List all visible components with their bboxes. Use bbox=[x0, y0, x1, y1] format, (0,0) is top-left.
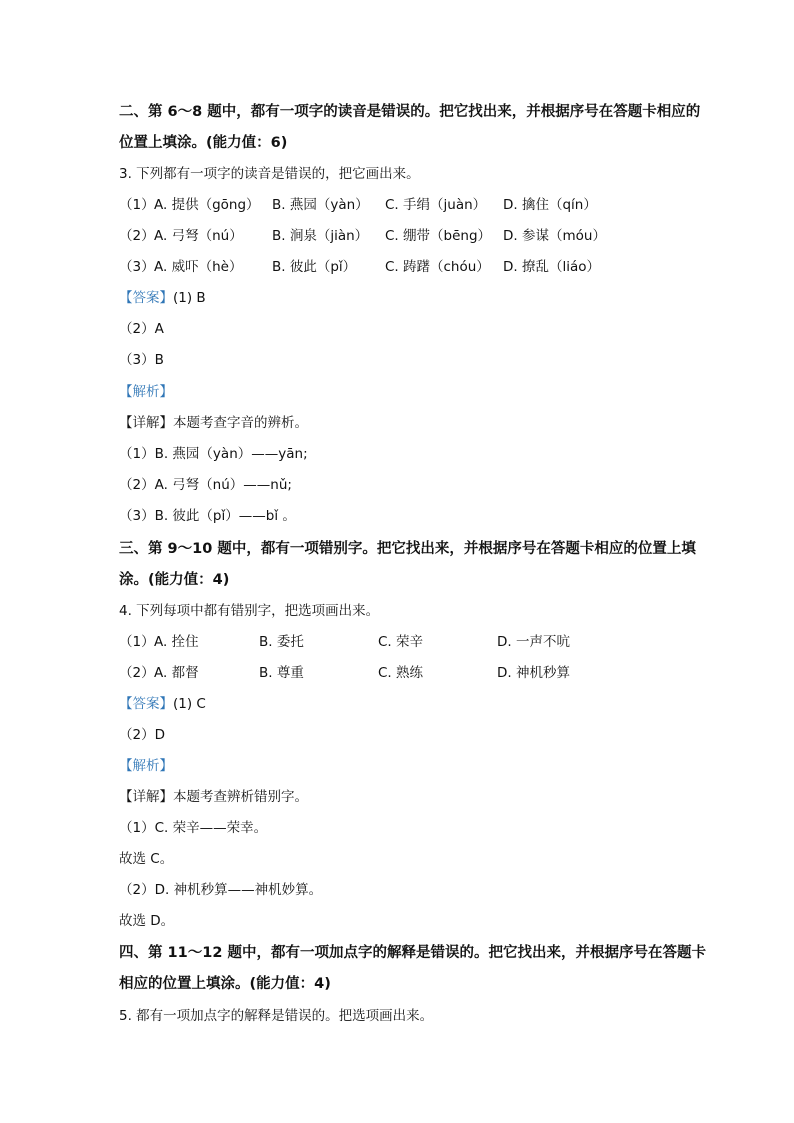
q3-row-1-number: （1） bbox=[119, 197, 155, 213]
q3-row-2-option-a: A. 弓弩（nú） bbox=[154, 228, 243, 244]
q4-row-2-option-c: C. 熟练 bbox=[378, 665, 424, 681]
q3-row-3-option-d: D. 撩乱（liáo） bbox=[503, 259, 601, 275]
q3-row-2-option-b: B. 涧泉（jiàn） bbox=[272, 228, 369, 244]
q3-answer-2: （2）A bbox=[119, 321, 164, 337]
section4-heading-line2: 相应的位置上填涂。(能力值：4) bbox=[119, 976, 331, 992]
section2-heading-line2: 位置上填涂。(能力值：6) bbox=[119, 135, 288, 151]
q3-row-3-option-a: A. 威吓（hè） bbox=[154, 259, 243, 275]
q4-answer-label: 【答案】 bbox=[119, 696, 173, 712]
q4-row-2-option-a: A. 都督 bbox=[154, 665, 199, 681]
q4-row-1-option-a: A. 拴住 bbox=[154, 634, 199, 650]
q4-stem: 4. 下列每项中都有错别字，把选项画出来。 bbox=[119, 603, 380, 619]
q3-answer-1: (1) B bbox=[173, 290, 206, 306]
q3-row-3-option-b: B. 彼此（pǐ） bbox=[272, 259, 357, 275]
q4-conclusion-1: 故选 C。 bbox=[119, 851, 174, 867]
q3-row-1-option-b: B. 燕园（yàn） bbox=[272, 197, 369, 213]
q3-answer-line bbox=[119, 288, 206, 308]
section2-heading-line1: 二、第 6～8 题中，都有一项字的读音是错误的。把它找出来，并根据序号在答题卡相应的 bbox=[119, 104, 701, 120]
q3-row-1-option-d: D. 擒住（qín） bbox=[503, 197, 597, 213]
q4-analysis-label: 【解析】 bbox=[119, 758, 173, 774]
q3-row-2-option-c: C. 绷带（bēng） bbox=[385, 228, 492, 244]
q4-row-1-option-c: C. 荣辛 bbox=[378, 634, 424, 650]
q3-detail-intro: 【详解】本题考查字音的辨析。 bbox=[119, 415, 308, 431]
q3-answer-3: （3）B bbox=[119, 352, 164, 368]
q3-stem: 3. 下列都有一项字的读音是错误的，把它画出来。 bbox=[119, 166, 420, 182]
q4-row-2-option-d: D. 神机秒算 bbox=[497, 665, 570, 681]
q4-answer-line bbox=[119, 694, 206, 714]
q4-detail-intro: 【详解】本题考查辨析错别字。 bbox=[119, 789, 308, 805]
q3-detail-2: （2）A. 弓弩（nú）——nǔ; bbox=[119, 477, 292, 493]
q4-row-1-option-b: B. 委托 bbox=[259, 634, 304, 650]
q3-row-3-option-c: C. 踌躇（chóu） bbox=[385, 259, 490, 275]
section3-heading-line2: 涂。(能力值：4) bbox=[119, 572, 230, 588]
q4-row-2-option-b: B. 尊重 bbox=[259, 665, 304, 681]
section3-heading-line1: 三、第 9～10 题中，都有一项错别字。把它找出来，并根据序号在答题卡相应的位置上填 bbox=[119, 541, 696, 557]
q5-stem: 5. 都有一项加点字的解释是错误的。把选项画出来。 bbox=[119, 1008, 434, 1024]
q4-row-1-option-d: D. 一声不吭 bbox=[497, 634, 570, 650]
q4-answer-2: （2）D bbox=[119, 727, 165, 743]
q3-row-1-option-a: A. 提供（gōng） bbox=[154, 197, 260, 213]
q3-answer-label: 【答案】 bbox=[119, 290, 173, 306]
q4-answer-1: (1) C bbox=[173, 696, 206, 712]
q3-row-2-number: （2） bbox=[119, 228, 155, 244]
q4-row-1-number: （1） bbox=[119, 634, 155, 650]
q3-row-2-option-d: D. 参谋（móu） bbox=[503, 228, 606, 244]
q3-detail-3: （3）B. 彼此（pǐ）——bǐ 。 bbox=[119, 508, 296, 524]
q3-analysis-label: 【解析】 bbox=[119, 384, 173, 400]
q4-conclusion-2: 故选 D。 bbox=[119, 913, 175, 929]
q4-row-2-number: （2） bbox=[119, 665, 155, 681]
q4-detail-1: （1）C. 荣辛——荣幸。 bbox=[119, 820, 268, 836]
q3-row-1-option-c: C. 手绢（juàn） bbox=[385, 197, 487, 213]
section4-heading-line1: 四、第 11～12 题中，都有一项加点字的解释是错误的。把它找出来，并根据序号在答题卡 bbox=[119, 945, 706, 961]
q3-detail-1: （1）B. 燕园（yàn）——yān; bbox=[119, 446, 308, 462]
q4-detail-2: （2）D. 神机秒算——神机妙算。 bbox=[119, 882, 323, 898]
q3-row-3-number: （3） bbox=[119, 259, 155, 275]
